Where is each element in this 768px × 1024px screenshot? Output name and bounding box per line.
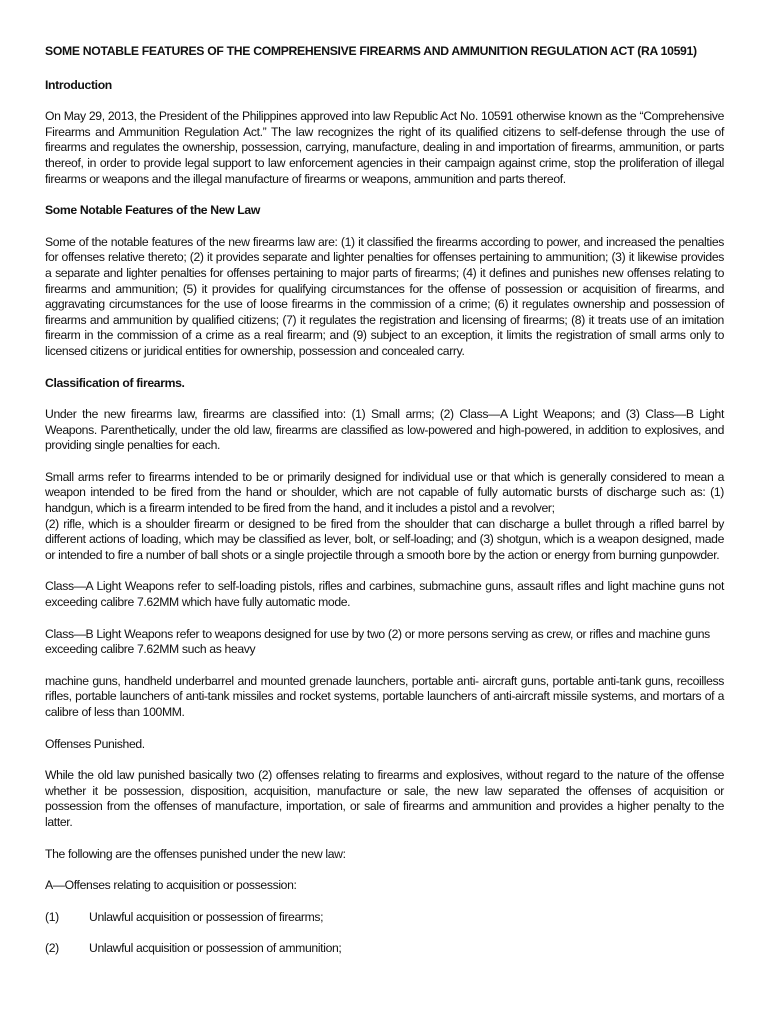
small-arms-paragraph-part1: Small arms refer to firearms intended to be or primarily designed for individual use or that which is generally considered to mean a weapon intended to be fired from the hand or shoulder, which are not capable of fully automatic bursts of discharge such as: (1) handgun, which is a firearm intended to be fired from the hand, and it includes a pistol and a revolver;: [45, 469, 724, 516]
list-item-text: Unlawful acquisition or possession of ammunition;: [89, 941, 342, 956]
features-heading: Some Notable Features of the New Law: [45, 203, 260, 218]
classification-heading: Classification of firearms.: [45, 375, 185, 390]
list-item: [45, 910, 724, 926]
offenses-paragraph: While the old law punished basically two (2) offenses relating to firearms and explosives, without regard to the nature of the offense whether it be possession, disposition, acquisition, manufacture or sale, the new law separated the offenses of acquisition or possession from the offenses of manufacture, importation, or sale of firearms and ammunition and provides a higher penalty to the latter.: [45, 768, 724, 829]
document-title: SOME NOTABLE FEATURES OF THE COMPREHENSIVE FIREARMS AND AMMUNITION REGULATION ACT (RA 10591): [45, 44, 697, 58]
small-arms-paragraph-part2: (2) rifle, which is a shoulder firearm or designed to be fired from the shoulder that can discharge a bullet through a rifled barrel by different actions of loading, which may be classified as lever, bolt, or self-loading; and (3) shotgun, which is a weapon designed, made or intended to fire a number of ball shots or a single projectile through a smooth bore by the action or energy from burning gunpowder.: [45, 516, 724, 562]
class-a-paragraph: Class—A Light Weapons refer to self-loading pistols, rifles and carbines, submachine guns, assault rifles and light machine guns not exceeding calibre 7.62MM which have fully automatic mode.: [45, 579, 724, 610]
document-page: [45, 44, 724, 973]
features-paragraph: Some of the notable features of the new firearms law are: (1) it classified the firearms according to power, and increased the penalties for offenses relative thereto; (2) it provides separate and lighter penalties for offenses pertaining to ammunition; (3) it likewise provides a separate and lighter penalties for offenses pertaining to major parts of firearms; (4) it defines and punishes new offenses relating to firearms and ammunition; (5) it provides for qualifying circumstances for the offense of possession or acquisition of firearms, and aggravating circumstances for the use of loose firearms in the commission of a crime; (6) it regulates ownership and possession of firearms and ammunition by qualified citizens; (7) it regulates the registration and licensing of firearms; (8) it treats use of an imitation firearm in the commission of a crime as a real firearm; and (9) subject to an exception, it limits the registration of small arms only to licensed citizens or juridical entities for ownership, possession and concealed carry.: [45, 234, 724, 358]
classification-paragraph: Under the new firearms law, firearms are classified into: (1) Small arms; (2) Class—A Light Weapons; and (3) Class—B Light Weapons. Parenthetically, under the old law, firearms are classified as low-powered and high-powered, in addition to explosives, and providing single penalties for each.: [45, 407, 724, 453]
class-b-paragraph-part2: machine guns, handheld underbarrel and mounted grenade launchers, portable anti- aircraft guns, portable anti-tank guns, recoilless rifles, portable launchers of anti-tank missiles and rocket systems, portable launchers of anti-aircraft missile systems, and mortars of a calibre of less than 100MM.: [45, 673, 724, 719]
offenses-heading: Offenses Punished.: [45, 736, 145, 751]
list-item-text: Unlawful acquisition or possession of firearms;: [89, 909, 324, 924]
offenses-list-intro: The following are the offenses punished under the new law:: [45, 846, 346, 861]
list-item: [45, 941, 724, 957]
list-item-number: (2): [45, 941, 59, 956]
list-item-number: (1): [45, 909, 59, 924]
class-b-paragraph-part1: Class—B Light Weapons refer to weapons designed for use by two (2) or more persons serving as crew, or rifles and machine guns exceeding calibre 7.62MM such as heavy: [45, 626, 710, 657]
introduction-heading: Introduction: [45, 77, 112, 92]
introduction-paragraph: On May 29, 2013, the President of the Philippines approved into law Republic Act No. 10591 otherwise known as the “Comprehensive Firearms and Ammunition Regulation Act.” The law recognizes the right of its qualified citizens to self-defense through the use of firearms and regulates the ownership, possession, carrying, manufacture, dealing in and importation of firearms, ammunition, or parts thereof, in order to provide legal support to law enforcement agencies in their campaign against crime, stop the proliferation of illegal firearms or weapons and the illegal manufacture of firearms or weapons, ammunition and parts thereof.: [45, 109, 724, 186]
offense-group-a: A—Offenses relating to acquisition or possession:: [45, 878, 297, 893]
